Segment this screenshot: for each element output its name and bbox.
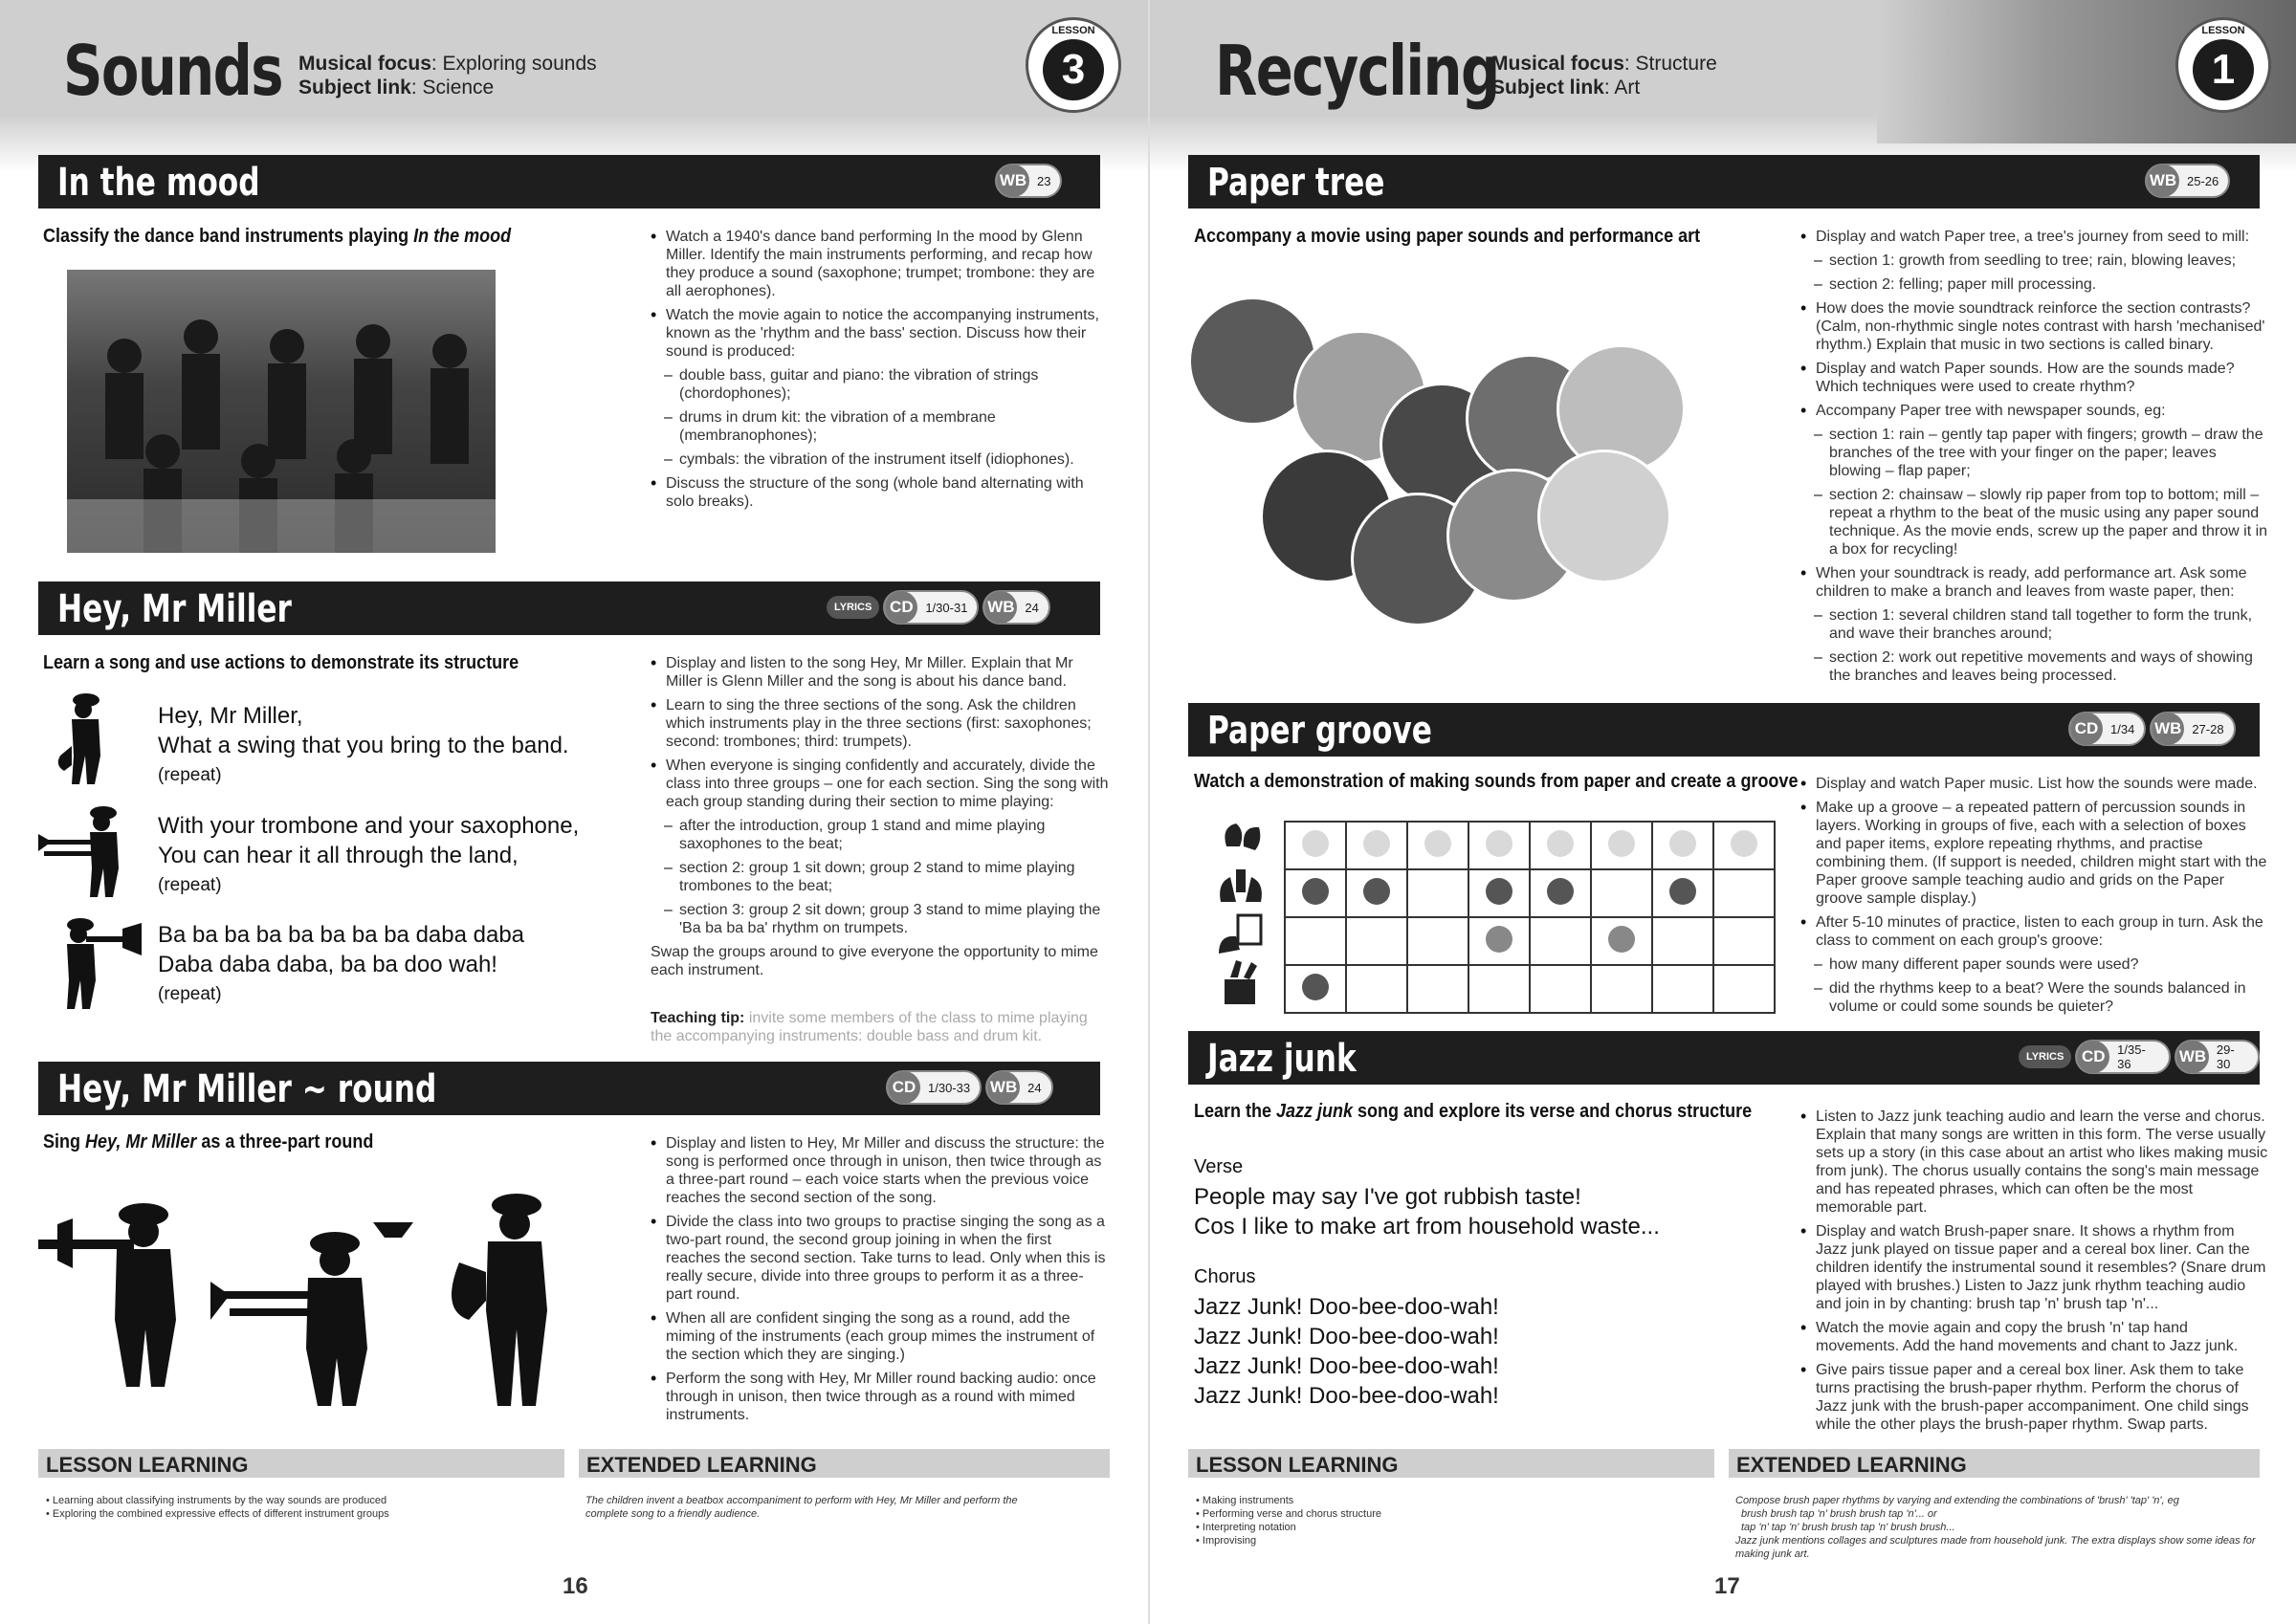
- section-heading: Hey, Mr Miller: [57, 587, 292, 631]
- section-subtitle: Accompany a movie using paper sounds and performance art: [1194, 226, 1701, 247]
- sub-italic: Jazz junk: [1276, 1101, 1354, 1122]
- groove-cell: [1713, 965, 1775, 1013]
- bullet-item: • After 5-10 minutes of practice, listen to each group in turn. Ask the class to comment on each group's groove:: [1800, 913, 2269, 950]
- groove-cell: [1530, 822, 1591, 869]
- groove-cell: [1468, 869, 1530, 917]
- lesson-learning-header: LESSON LEARNING: [38, 1449, 564, 1478]
- sub-bullet: – section 2: felling; paper mill processing.: [1800, 275, 2269, 294]
- groove-cell: [1346, 917, 1407, 965]
- ll-item: • Performing verse and chorus structure: [1196, 1508, 1381, 1520]
- bullet-item: • Watch a 1940's dance band performing In the mood by Glenn Miller. Identify the main instruments performing, and recap how they produce a sound (saxophone; trumpet; trombone: they are all aerophones).: [651, 228, 1110, 300]
- trombone-player-icon: [38, 801, 134, 897]
- lyric-line: Hey, Mr Miller,: [158, 703, 303, 729]
- focus-label: Musical focus: [298, 53, 431, 75]
- subject-value: : Science: [410, 77, 495, 99]
- wb-key: WB: [2176, 1041, 2209, 1073]
- beat-dot: [1486, 830, 1512, 857]
- wb-badge: [982, 590, 1049, 625]
- lyric-repeat: (repeat): [158, 765, 222, 785]
- section-subtitle: [43, 1131, 373, 1153]
- sub-bullet: – cymbals: the vibration of the instrument itself (idiophones).: [651, 450, 1110, 469]
- cd-value: 1/34: [2110, 721, 2135, 736]
- lesson-learning-items: [1196, 1494, 1712, 1547]
- wb-value: 23: [1037, 173, 1051, 188]
- bullet-item: • Discuss the structure of the song (whole band alternating with solo breaks).: [651, 474, 1110, 511]
- section-subtitle: [43, 226, 511, 248]
- lesson-badge: [2175, 17, 2271, 113]
- cd-value: 1/30-33: [928, 1080, 971, 1095]
- wb-value: 27-28: [2192, 721, 2224, 736]
- bullet-item: • Display and watch Paper tree, a tree's journey from seed to mill:: [1800, 228, 2269, 246]
- section-bar-paper-tree: [1188, 155, 2260, 208]
- focus-value: : Exploring sounds: [430, 53, 597, 75]
- cd-key: CD: [885, 591, 917, 624]
- lesson-badge: [1026, 17, 1121, 113]
- wb-key: WB: [987, 1071, 1020, 1104]
- lyric-line: With your trombone and your saxophone,: [158, 813, 580, 839]
- groove-row: [1285, 917, 1775, 965]
- lyrics-badge: LYRICS: [827, 596, 879, 619]
- focus-value: : Structure: [1623, 53, 1717, 75]
- cd-badge: [2068, 712, 2146, 746]
- wb-key: WB: [2152, 713, 2184, 745]
- bullet-item: • When everyone is singing confidently and accurately, divide the class into three groups – one for each section. Sing the song with each group standing during their section to mime playing:: [651, 757, 1110, 811]
- wb-badge: [985, 1070, 1052, 1105]
- lesson-label: LESSON: [2201, 25, 2245, 36]
- wb-value: 24: [1025, 600, 1039, 615]
- cd-key: CD: [2077, 1041, 2109, 1073]
- beat-dot: [1669, 830, 1696, 857]
- section-bar-hey-mr-miller: [38, 582, 1100, 635]
- box-drum-icon: [1217, 958, 1265, 1006]
- groove-cell: [1652, 822, 1713, 869]
- sub-bullet: – section 2: work out repetitive movements and ways of showing the branches and leaves being processed.: [1800, 648, 2269, 685]
- lesson-label: LESSON: [1051, 25, 1095, 36]
- wb-key: WB: [2147, 165, 2179, 197]
- photo-circle: [1537, 450, 1671, 583]
- tip-label: Teaching tip:: [651, 1010, 745, 1026]
- sub-bullet: – section 1: several children stand tall together to form the trunk, and wave their branches around;: [1800, 606, 2269, 643]
- cd-key: CD: [888, 1071, 920, 1104]
- groove-cell: [1346, 869, 1407, 917]
- section-heading: Jazz junk: [1207, 1037, 1357, 1081]
- lyrics-block-3: [158, 920, 524, 1009]
- cd-value: 1/35-36: [2117, 1042, 2146, 1071]
- lesson-learning-header: LESSON LEARNING: [1188, 1449, 1714, 1478]
- teaching-tip: [651, 1009, 1100, 1045]
- wb-badge: [2150, 712, 2235, 746]
- bullet-item: • Watch the movie again and copy the brush 'n' tap hand movements. Add the hand movements and chant to Jazz junk.: [1800, 1319, 2269, 1355]
- lyric-repeat: (repeat): [158, 875, 222, 895]
- section-bar-in-the-mood: [38, 155, 1100, 208]
- beat-dot: [1669, 878, 1696, 905]
- sub-bullet: – did the rhythms keep to a beat? Were the sounds balanced in volume or could some sounds be quieter?: [1800, 979, 2269, 1016]
- lesson-learning-items: [46, 1494, 563, 1521]
- bullet-item: • Display and watch Brush-paper snare. It shows a rhythm from Jazz junk played on tissue paper and a cereal box liner. Can the children identify the instrumental sound it resembles? (Snare drum played with brushes.) Listen to Jazz junk rhythm teaching audio and join in by chanting: brush tap 'n' brush tap 'n'...: [1800, 1222, 2269, 1313]
- section-heading: Paper tree: [1207, 161, 1385, 205]
- el-line: Jazz junk mentions collages and sculptures made from household junk. The extra displays show some ideas for making junk art.: [1735, 1535, 2256, 1560]
- el-line: Compose brush paper rhythms by varying and extending the combinations of 'brush' 'tap' 'n', eg: [1735, 1495, 2179, 1506]
- groove-cell: [1407, 917, 1468, 965]
- bullet-item: • When all are confident singing the song as a round, add the miming of the instruments (each group mimes the instrument of the section which they are singing.): [651, 1309, 1110, 1364]
- groove-cell: [1530, 965, 1591, 1013]
- bullet-item: • How does the movie soundtrack reinforce the section contrasts? (Calm, non-rhythmic single notes contrast with harsh 'mechanised' rhythm.) Explain that music in two sections is called binary.: [1800, 299, 2269, 354]
- saxophone-player-icon: [53, 689, 120, 784]
- section-subtitle: Learn a song and use actions to demonstrate its structure: [43, 652, 519, 673]
- shake-paper-icon: [1215, 864, 1267, 908]
- el-line: brush brush tap 'n' brush brush tap 'n'... or: [1741, 1508, 1937, 1520]
- sub-italic: Hey, Mr Miller: [85, 1131, 197, 1152]
- bullets-hey-mr-miller: [651, 654, 1110, 985]
- groove-cell: [1285, 822, 1346, 869]
- ll-item: • Making instruments: [1196, 1495, 1294, 1506]
- bullet-item: • Divide the class into two groups to practise singing the song as a two-part round, the second group joining in when the first reaches the second section. Take turns to lead. Only when this is really secure, divide into three groups to perform it as a three-part round.: [651, 1213, 1110, 1304]
- subject-label: Subject link: [1491, 77, 1604, 99]
- wb-key: WB: [997, 165, 1029, 197]
- page-number: 16: [563, 1573, 588, 1599]
- groove-cell: [1468, 965, 1530, 1013]
- beat-dot: [1486, 926, 1512, 953]
- extended-learning-header: EXTENDED LEARNING: [1729, 1449, 2260, 1478]
- lyric-line: Ba ba ba ba ba ba ba ba daba daba: [158, 922, 525, 948]
- sub-bullet: – how many different paper sounds were used?: [1800, 955, 2269, 974]
- lyric-line: Jazz Junk! Doo-bee-doo-wah!: [1194, 1383, 1499, 1409]
- bullets-round: [651, 1134, 1110, 1430]
- lesson-focus: [298, 52, 597, 99]
- wb-value: 24: [1027, 1080, 1042, 1095]
- wb-badge: [2145, 164, 2230, 198]
- groove-cell: [1407, 822, 1468, 869]
- dance-band-photo: [67, 270, 496, 553]
- bullet-item: • Accompany Paper tree with newspaper sounds, eg:: [1800, 402, 2269, 420]
- groove-cell: [1652, 965, 1713, 1013]
- bullet-item: • Watch the movie again to notice the accompanying instruments, known as the 'rhythm and the bass' section. Discuss how their sound is produced:: [651, 306, 1110, 361]
- bullets-paper-tree: [1800, 228, 2269, 691]
- beat-dot: [1424, 830, 1451, 857]
- lesson-number: 1: [2193, 39, 2254, 100]
- lyric-line: People may say I've got rubbish taste!: [1194, 1184, 1581, 1210]
- sub-text: Classify the dance band instruments playing: [43, 226, 414, 247]
- sub-bullet: – section 2: chainsaw – slowly rip paper from top to bottom; mill – repeat a rhythm to the beat of the music using any paper sound technique. As the movie ends, screw up the paper and throw it in a box for recycling!: [1800, 486, 2269, 559]
- groove-cell: [1530, 917, 1591, 965]
- bullet-item: • Display and listen to the song Hey, Mr Miller. Explain that Mr Miller is Glenn Miller and the song is about his dance band.: [651, 654, 1110, 691]
- groove-cell: [1713, 822, 1775, 869]
- groove-cell: [1285, 869, 1346, 917]
- three-musicians-icon: [38, 1176, 593, 1406]
- sub-text: Learn the: [1194, 1101, 1277, 1122]
- lyric-repeat: (repeat): [158, 984, 222, 1004]
- groove-cell: [1530, 869, 1591, 917]
- extended-learning-text: [1735, 1494, 2271, 1561]
- wb-badge: [995, 164, 1062, 198]
- lyric-line: You can hear it all through the land,: [158, 843, 519, 868]
- groove-cell: [1591, 869, 1652, 917]
- lyric-line: What a swing that you bring to the band.: [158, 733, 569, 758]
- lyrics-badge: LYRICS: [2019, 1045, 2071, 1068]
- groove-cell: [1468, 822, 1530, 869]
- groove-cell: [1346, 965, 1407, 1013]
- groove-row: [1285, 822, 1775, 869]
- section-bar-jazz-junk: [1188, 1031, 2260, 1085]
- extended-learning-header: EXTENDED LEARNING: [579, 1449, 1110, 1478]
- bullets-paper-groove: [1800, 775, 2269, 1021]
- bullet-item: Swap the groups around to give everyone the opportunity to mime each instrument.: [651, 944, 1098, 978]
- groove-row: [1285, 869, 1775, 917]
- subject-value: : Art: [1603, 77, 1641, 99]
- beat-dot: [1547, 878, 1574, 905]
- groove-cell: [1652, 917, 1713, 965]
- sub-bullet: – section 3: group 2 sit down; group 3 stand to mime playing the 'Ba ba ba ba' rhythm on trumpets.: [651, 901, 1110, 937]
- tap-paper-icon: [1215, 911, 1267, 955]
- beat-dot: [1731, 830, 1757, 857]
- lyric-line: Daba daba daba, ba ba doo wah!: [158, 952, 497, 977]
- lyric-line: Jazz Junk! Doo-bee-doo-wah!: [1194, 1353, 1499, 1379]
- bullet-item: • Listen to Jazz junk teaching audio and learn the verse and chorus. Explain that many songs are written in this form. The verse usually sets up a story (in this case about an artist who likes making music from junk). The chorus usually contains the song's main message and has repeated phrases, which can often be the most memorable part.: [1800, 1108, 2269, 1217]
- groove-row: [1285, 965, 1775, 1013]
- el-line: tap 'n' tap 'n' brush brush tap 'n' brush brush...: [1741, 1522, 1955, 1533]
- ll-item: • Improvising: [1196, 1535, 1257, 1547]
- groove-cell: [1591, 822, 1652, 869]
- groove-cell: [1346, 822, 1407, 869]
- lyrics-block-2: [158, 811, 579, 900]
- scrunch-paper-icon: [1217, 818, 1265, 860]
- bullet-item: • Give pairs tissue paper and a cereal box liner. Ask them to take turns practising the brush-paper rhythm. Perform the chorus of Jazz junk with the brush-paper accompaniment. One child sings while the other plays the brush-paper rhythm. Swap parts.: [1800, 1361, 2269, 1434]
- lyrics-block-1: [158, 701, 569, 790]
- bullet-item: • Learn to sing the three sections of the song. Ask the children which instruments play in the three sections (first: saxophones; second: trombones; third: trumpets).: [651, 696, 1110, 751]
- sub-bullet: – section 2: group 1 sit down; group 2 stand to mime playing trombones to the beat;: [651, 859, 1110, 895]
- bullet-item: • Perform the song with Hey, Mr Miller round backing audio: once through in unison, then twice through as a round with mimed instruments.: [651, 1370, 1110, 1424]
- bullet-item: • When your soundtrack is ready, add performance art. Ask some children to make a branch and leaves from waste paper, then:: [1800, 564, 2269, 601]
- band-photo-figures: [67, 270, 496, 553]
- beat-dot: [1363, 878, 1390, 905]
- sub-bullet: – double bass, guitar and piano: the vibration of strings (chordophones);: [651, 366, 1110, 403]
- focus-label: Musical focus: [1491, 53, 1624, 75]
- lyric-line: Cos I like to make art from household waste...: [1194, 1214, 1660, 1240]
- ll-item: • Exploring the combined expressive effects of different instrument groups: [46, 1508, 389, 1520]
- bullet-item: • Make up a groove – a repeated pattern of percussion sounds in layers. Working in groups of five, each with a selection of boxes and paper items, explore repeating rhythms, and practise combining them. (If support is needed, children might start with the Paper groove sample teaching audio and grids on the Paper groove sample display.): [1800, 799, 2269, 908]
- beat-dot: [1302, 974, 1329, 1000]
- groove-cell: [1591, 965, 1652, 1013]
- groove-cell: [1468, 917, 1530, 965]
- bullet-item: • Display and listen to Hey, Mr Miller and discuss the structure: the song is performed once through in unison, then twice through as a three-part round – each voice starts when the previous voice reaches the second section of the song.: [651, 1134, 1110, 1207]
- groove-cell: [1591, 917, 1652, 965]
- page-17: [1148, 0, 2296, 1624]
- section-heading: In the mood: [57, 161, 260, 205]
- cd-key: CD: [2070, 713, 2103, 745]
- beat-dot: [1363, 830, 1390, 857]
- sub-text: as a three-part round: [196, 1131, 374, 1152]
- bullets-in-the-mood: [651, 228, 1110, 516]
- groove-cell: [1713, 869, 1775, 917]
- sub-text: Sing: [43, 1131, 86, 1152]
- groove-cell: [1713, 917, 1775, 965]
- chorus-label: Chorus: [1194, 1266, 1256, 1287]
- lesson-focus: [1491, 52, 1717, 99]
- cd-badge: [2075, 1040, 2171, 1074]
- cd-value: 1/30-31: [925, 600, 968, 615]
- sub-bullet: – drums in drum kit: the vibration of a membrane (membranophones);: [651, 408, 1110, 445]
- page-number: 17: [1714, 1573, 1740, 1599]
- lesson-title: Recycling: [1215, 31, 1499, 111]
- sub-bullet: – section 1: rain – gently tap paper with fingers; growth – draw the branches of the tree with your finger on the paper; leaves blowing – flap paper;: [1800, 426, 2269, 480]
- groove-cell: [1285, 917, 1346, 965]
- groove-cell: [1285, 965, 1346, 1013]
- lyric-line: Jazz Junk! Doo-bee-doo-wah!: [1194, 1324, 1499, 1350]
- el-text: The children invent a beatbox accompaniment to perform with Hey, Mr Miller and perform the complete song to a friendly audience.: [585, 1495, 1018, 1520]
- groove-cell: [1407, 869, 1468, 917]
- bullet-item: • Display and watch Paper sounds. How are the sounds made? Which techniques were used to create rhythm?: [1800, 360, 2269, 396]
- bullets-jazz-junk: [1800, 1108, 2269, 1439]
- extended-learning-text: [585, 1494, 1045, 1521]
- beat-dot: [1302, 830, 1329, 857]
- trumpet-player-icon: [57, 913, 144, 1009]
- ll-item: • Learning about classifying instruments by the way sounds are produced: [46, 1495, 387, 1506]
- groove-cell: [1407, 965, 1468, 1013]
- sub-italic: In the mood: [413, 226, 512, 247]
- section-bar-paper-groove: [1188, 703, 2260, 757]
- section-bar-round: [38, 1062, 1100, 1115]
- sub-bullet: – after the introduction, group 1 stand and mime playing saxophones to the beat;: [651, 817, 1110, 853]
- section-subtitle: Watch a demonstration of making sounds from paper and create a groove: [1194, 771, 1799, 792]
- section-heading: Hey, Mr Miller ~ round: [57, 1067, 437, 1111]
- cd-badge: [886, 1070, 982, 1105]
- lyric-line: Jazz Junk! Doo-bee-doo-wah!: [1194, 1294, 1499, 1320]
- sub-bullet: – section 1: growth from seedling to tree; rain, blowing leaves;: [1800, 252, 2269, 270]
- beat-dot: [1486, 878, 1512, 905]
- tip-text: invite some members of the class to mime playing the accompanying instruments: double bass and drum kit.: [651, 1010, 1088, 1044]
- cd-badge: [883, 590, 979, 625]
- wb-value: 25-26: [2187, 173, 2219, 188]
- beat-dot: [1608, 830, 1635, 857]
- subject-label: Subject link: [298, 77, 411, 99]
- wb-value: 29-30: [2216, 1042, 2235, 1071]
- sub-text: song and explore its verse and chorus structure: [1353, 1101, 1753, 1122]
- beat-dot: [1608, 926, 1635, 953]
- bullet-item: • Display and watch Paper music. List how the sounds were made.: [1800, 775, 2269, 793]
- jazz-junk-lyrics: [1194, 1152, 1660, 1411]
- beat-dot: [1302, 878, 1329, 905]
- verse-label: Verse: [1194, 1156, 1244, 1177]
- section-heading: Paper groove: [1207, 709, 1432, 753]
- groove-cell: [1652, 869, 1713, 917]
- lesson-number: 3: [1043, 39, 1104, 100]
- groove-grid: [1284, 821, 1776, 1014]
- wb-badge: [2175, 1040, 2260, 1074]
- ll-item: • Interpreting notation: [1196, 1522, 1296, 1533]
- beat-dot: [1547, 830, 1574, 857]
- section-subtitle: [1194, 1101, 1752, 1123]
- lesson-title: Sounds: [63, 31, 282, 111]
- wb-key: WB: [984, 591, 1017, 624]
